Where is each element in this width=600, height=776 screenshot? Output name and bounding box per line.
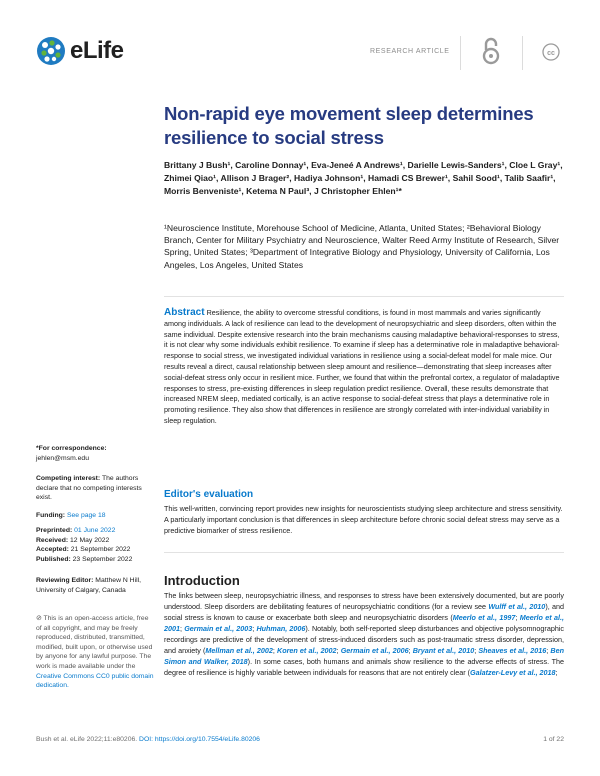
citation-link[interactable]: Bryant et al., 2010 [412,646,475,655]
preprinted-date[interactable]: 01 June 2022 [74,527,116,534]
citation-link[interactable]: Mellman et al., 2002 [205,646,273,655]
reviewing-label: Reviewing Editor: [36,577,94,584]
citation-link[interactable]: Germain et al., 2003 [184,624,253,633]
elife-logo-icon [36,36,66,66]
intro-text-segment: ; [515,613,520,622]
intro-text-segment: ; [474,646,479,655]
elife-logo[interactable] [36,36,124,66]
page-number: 1 of 22 [543,736,564,743]
header-divider [460,36,461,70]
citation-link[interactable]: Sheaves et al., 2016 [478,646,547,655]
creative-commons-icon[interactable] [542,43,560,61]
divider [164,296,564,297]
doi-link[interactable]: DOI: https://doi.org/10.7554/eLife.80206 [139,736,260,743]
accepted-label: Accepted: [36,546,69,554]
intro-text-segment: ). Notably, both self-reported sleep disturbances and objective polysomnographic recordings are predictive of the development of stress-induced disorders such as post-traumatic stress disorder, depression, and anxiety ( [164,624,565,655]
introduction-text [164,590,564,678]
citation-link[interactable]: Galatzer-Levy et al., 2018 [470,668,556,677]
intro-text-segment: ), and social stress is known to cause or exacerbate both sleep and neuropsychiatric disorders ( [164,602,564,622]
correspondence [36,444,154,463]
citation-link[interactable]: Wulff et al., 2010 [488,602,546,611]
intro-text-segment: ; [180,624,185,633]
intro-text-segment: ; [336,646,341,655]
header-divider [522,36,523,70]
intro-text-segment: ; [272,646,278,655]
preprinted-label: Preprinted: [36,527,73,534]
published-date: 23 September 2022 [72,555,133,563]
editors-evaluation-heading: Editor's evaluation [164,489,254,500]
intro-text-segment: ). In some cases, both humans and animals show resilience to the adverse effects of stress. The degree of resilience is highly variable between individuals for reasons that are not entirely clear ( [164,657,564,677]
published-label: Published: [36,555,71,563]
intro-text-segment: ; [546,646,551,655]
article-dates [36,526,154,564]
correspondence-email[interactable]: jehlen@msm.edu [36,454,89,462]
reviewing-text: Matthew N Hill, University of Calgary, Canada [36,577,141,594]
citation-link[interactable]: Germain et al., 2006 [340,646,409,655]
reviewing-editor [36,576,154,595]
abstract-heading: Abstract [164,307,205,318]
footer-citation [36,736,260,743]
logo-text: eLife [70,37,124,64]
citation-text: Bush et al. eLife 2022;11:e80206. [36,736,138,743]
citation-link[interactable]: Koren et al., 2002 [277,646,337,655]
intro-text-segment: The links between sleep, neuropsychiatric illness, and responses to stress have been extensively documented, but are poorly understood. Sleep disorders are debilitating features of neuropsychiatric conditions (for a review see [164,591,564,611]
affiliations: ¹Neuroscience Institute, Morehouse School of Medicine, Atlanta, United States; ²Behavioral Biology Branch, Center for Military Psychiatry and Neuroscience, Walter Reed Army Institute of Research, Silver Spring, United States; ³Department of Integrative Biology and Physiology, University of California, Los Angeles, Los Angeles, United States [164,223,560,270]
abstract-text: Resilience, the ability to overcome stressful conditions, is found in most mammals and varies significantly among individuals. A lack of resilience can lead to the development of neuropsychiatric and sleep disorders, often within the same individual. Despite extensive research into the brain mechanisms causing maladaptive behavioral-responses to stress, it is not clear why some individuals exhibit resilience. To examine if sleep has a determinative role in maladaptive behavioral-response to social stress, we investigated individual variations in resilience using a social-defeat model for male mice. Our results reveal a direct, causal relationship between sleep amount and resilience—demonstrating that sleep increases after social-defeat stress only occur in resilient mice. Further, we found that within the prefrontal cortex, a regulator of maladaptive responses to stress, pre-existing differences in sleep regulation predict resilience. Overall, these results demonstrate that increased NREM sleep, mediated cortically, is an active response to social-defeat stress that plays a determinative role in promoting resilience. They also show that differences in resilience are strongly correlated with inter-individual variability in sleep regulation. [164,308,560,425]
license-statement [36,614,154,691]
competing-interest [36,474,154,503]
divider [164,552,564,553]
received-label: Received: [36,536,69,544]
svg-text:cc: cc [547,50,555,57]
intro-text-segment: ; [252,624,257,633]
funding-link[interactable]: See page 18 [66,512,106,519]
citation-link[interactable]: Meerlo et al., 2001 [164,613,564,633]
license-text: This is an open-access article, free of all copyright, and may be freely reproduced, distributed, transmitted, modified, built upon, or otherwise used by anyone for any lawful purpose. The work is made available under the [36,615,153,670]
article-type: RESEARCH ARTICLE [370,48,450,55]
accepted-date: 21 September 2022 [70,546,131,554]
author-list: Brittany J Bush¹, Caroline Donnay¹, Eva-Jeneé A Andrews¹, Darielle Lewis-Sanders¹, Cloe L Gray¹, Zhimei Qiao¹, Allison J Brager², Hadiya Johnson¹, Hamadi CS Brewer¹, Sahil Sood¹, Talib Saafir¹, Morris Benveniste¹, Ketema N Paul³, J Christopher Ehlen¹* [164,160,563,196]
abstract [164,308,564,427]
public-domain-icon: ⊘ [36,615,42,622]
article-title: Non-rapid eye movement sleep determines resilience to social stress [164,103,534,148]
intro-text-segment: ; [408,646,413,655]
open-access-icon[interactable] [480,36,502,66]
correspondence-label: *For correspondence: [36,445,107,452]
received-date: 12 May 2022 [70,536,110,544]
citation-link[interactable]: Huhman, 2006 [256,624,306,633]
editors-evaluation-text: This well-written, convincing report provides new insights for neuroscientists studying sleep architecture and stress sensitivity. A particularly important conclusion is that differences in sleep architecture before chronic social defeat stress may serve as a predictive biomarker of stress resilience. [164,504,563,535]
intro-text-segment: ; [555,668,558,677]
citation-link[interactable]: Ben Simon and Walker, 2018 [164,646,564,666]
funding [36,511,154,521]
introduction-heading: Introduction [164,573,240,588]
competing-label: Competing interest: [36,475,101,482]
license-link[interactable]: Creative Commons CC0 public domain dedication. [36,672,154,690]
funding-label: Funding: [36,512,66,519]
competing-text: The authors declare that no competing interests exist. [36,475,142,502]
citation-link[interactable]: Meerlo et al., 1997 [452,613,516,622]
